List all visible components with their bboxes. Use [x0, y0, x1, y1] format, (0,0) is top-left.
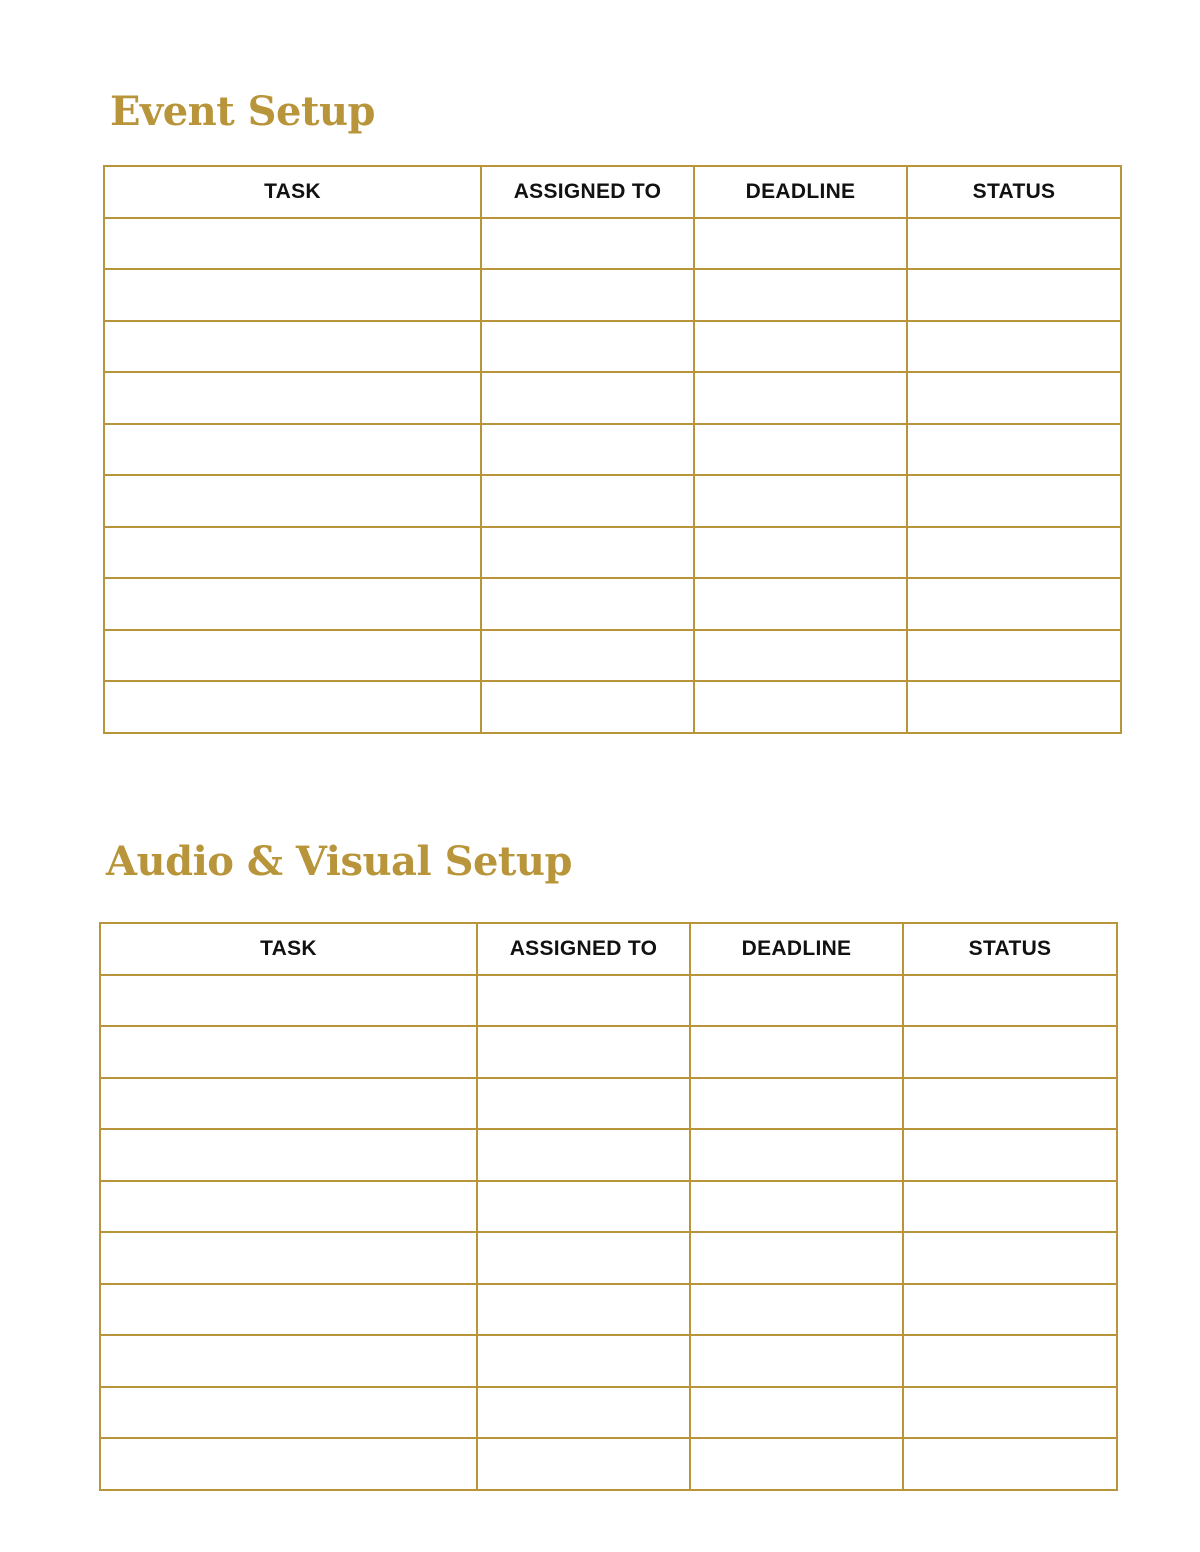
task-cell[interactable]	[104, 527, 481, 579]
assigned-to-cell[interactable]	[481, 630, 694, 682]
task-cell[interactable]	[100, 1078, 477, 1130]
status-cell[interactable]	[903, 1438, 1117, 1490]
assigned-to-cell[interactable]	[477, 1232, 690, 1284]
task-cell[interactable]	[104, 321, 481, 373]
assigned-to-cell[interactable]	[477, 1387, 690, 1439]
task-cell[interactable]	[100, 975, 477, 1027]
task-cell[interactable]	[100, 1181, 477, 1233]
status-cell[interactable]	[907, 527, 1121, 579]
status-cell[interactable]	[907, 475, 1121, 527]
status-cell[interactable]	[903, 1129, 1117, 1181]
deadline-cell[interactable]	[690, 1232, 903, 1284]
status-cell[interactable]	[907, 424, 1121, 476]
assigned-to-cell[interactable]	[481, 681, 694, 733]
event-setup-table	[103, 165, 1122, 734]
assigned-to-cell[interactable]	[477, 975, 690, 1027]
table-row	[100, 1129, 1117, 1181]
table-row	[104, 681, 1121, 733]
column-header-deadline: DEADLINE	[694, 166, 907, 218]
table-row	[100, 1335, 1117, 1387]
deadline-cell[interactable]	[694, 372, 907, 424]
task-cell[interactable]	[104, 578, 481, 630]
deadline-cell[interactable]	[690, 1284, 903, 1336]
section-title-event-setup: Event Setup	[110, 88, 376, 135]
task-cell[interactable]	[104, 475, 481, 527]
deadline-cell[interactable]	[690, 1129, 903, 1181]
deadline-cell[interactable]	[694, 527, 907, 579]
status-cell[interactable]	[903, 1387, 1117, 1439]
column-header-status: STATUS	[903, 923, 1117, 975]
task-cell[interactable]	[100, 1232, 477, 1284]
status-cell[interactable]	[903, 1335, 1117, 1387]
table-row	[104, 372, 1121, 424]
deadline-cell[interactable]	[690, 1181, 903, 1233]
table-row	[104, 218, 1121, 270]
status-cell[interactable]	[903, 1181, 1117, 1233]
task-cell[interactable]	[104, 372, 481, 424]
task-cell[interactable]	[104, 424, 481, 476]
status-cell[interactable]	[903, 1284, 1117, 1336]
assigned-to-cell[interactable]	[477, 1026, 690, 1078]
task-cell[interactable]	[104, 681, 481, 733]
deadline-cell[interactable]	[694, 681, 907, 733]
table-row	[104, 578, 1121, 630]
table-row	[100, 1387, 1117, 1439]
deadline-cell[interactable]	[694, 218, 907, 270]
table-row	[100, 1078, 1117, 1130]
status-cell[interactable]	[907, 681, 1121, 733]
table-row	[100, 975, 1117, 1027]
task-cell[interactable]	[104, 269, 481, 321]
table-header-row	[100, 923, 1117, 975]
assigned-to-cell[interactable]	[481, 372, 694, 424]
assigned-to-cell[interactable]	[477, 1181, 690, 1233]
deadline-cell[interactable]	[690, 1078, 903, 1130]
assigned-to-cell[interactable]	[477, 1335, 690, 1387]
table-header-row	[104, 166, 1121, 218]
table-row	[100, 1026, 1117, 1078]
deadline-cell[interactable]	[694, 269, 907, 321]
status-cell[interactable]	[907, 578, 1121, 630]
assigned-to-cell[interactable]	[477, 1438, 690, 1490]
deadline-cell[interactable]	[694, 424, 907, 476]
section-title-audio-visual-setup: Audio & Visual Setup	[106, 838, 572, 885]
task-cell[interactable]	[100, 1026, 477, 1078]
deadline-cell[interactable]	[694, 475, 907, 527]
deadline-cell[interactable]	[690, 1335, 903, 1387]
assigned-to-cell[interactable]	[481, 527, 694, 579]
status-cell[interactable]	[903, 1232, 1117, 1284]
deadline-cell[interactable]	[690, 1026, 903, 1078]
table-row	[104, 630, 1121, 682]
status-cell[interactable]	[907, 218, 1121, 270]
status-cell[interactable]	[907, 630, 1121, 682]
column-header-assigned-to: ASSIGNED TO	[477, 923, 690, 975]
table-row	[100, 1284, 1117, 1336]
assigned-to-cell[interactable]	[481, 578, 694, 630]
assigned-to-cell[interactable]	[481, 269, 694, 321]
table-row	[104, 527, 1121, 579]
table-row	[104, 424, 1121, 476]
task-cell[interactable]	[100, 1129, 477, 1181]
assigned-to-cell[interactable]	[481, 424, 694, 476]
column-header-task: TASK	[104, 166, 481, 218]
table-row	[100, 1181, 1117, 1233]
assigned-to-cell[interactable]	[477, 1129, 690, 1181]
column-header-assigned-to: ASSIGNED TO	[481, 166, 694, 218]
deadline-cell[interactable]	[694, 321, 907, 373]
table-row	[104, 475, 1121, 527]
column-header-task: TASK	[100, 923, 477, 975]
table-row	[104, 321, 1121, 373]
status-cell[interactable]	[903, 975, 1117, 1027]
assigned-to-cell[interactable]	[477, 1078, 690, 1130]
status-cell[interactable]	[907, 372, 1121, 424]
deadline-cell[interactable]	[694, 578, 907, 630]
deadline-cell[interactable]	[690, 1387, 903, 1439]
task-cell[interactable]	[104, 218, 481, 270]
assigned-to-cell[interactable]	[481, 321, 694, 373]
status-cell[interactable]	[907, 269, 1121, 321]
task-cell[interactable]	[100, 1335, 477, 1387]
column-header-deadline: DEADLINE	[690, 923, 903, 975]
task-cell[interactable]	[100, 1387, 477, 1439]
column-header-status: STATUS	[907, 166, 1121, 218]
audio-visual-setup-table	[99, 922, 1118, 1491]
table-row	[100, 1232, 1117, 1284]
task-cell[interactable]	[100, 1438, 477, 1490]
status-cell[interactable]	[903, 1078, 1117, 1130]
assigned-to-cell[interactable]	[481, 475, 694, 527]
task-cell[interactable]	[104, 630, 481, 682]
table-row	[104, 269, 1121, 321]
status-cell[interactable]	[903, 1026, 1117, 1078]
task-cell[interactable]	[100, 1284, 477, 1336]
deadline-cell[interactable]	[690, 1438, 903, 1490]
assigned-to-cell[interactable]	[477, 1284, 690, 1336]
deadline-cell[interactable]	[694, 630, 907, 682]
table-row	[100, 1438, 1117, 1490]
assigned-to-cell[interactable]	[481, 218, 694, 270]
status-cell[interactable]	[907, 321, 1121, 373]
deadline-cell[interactable]	[690, 975, 903, 1027]
